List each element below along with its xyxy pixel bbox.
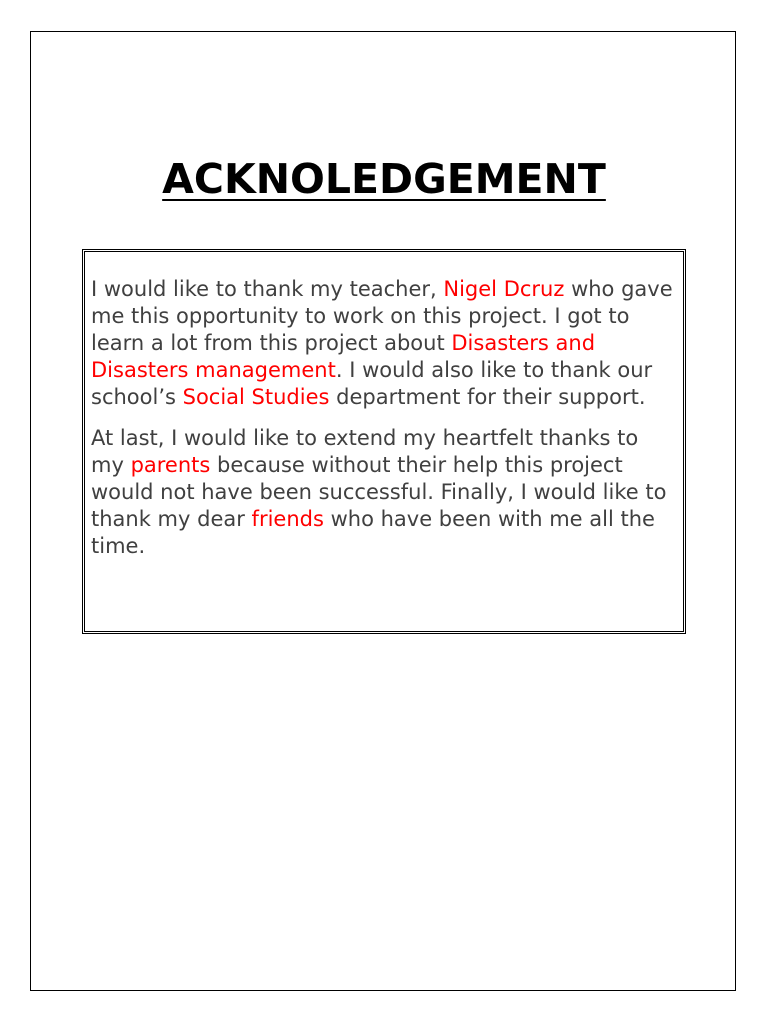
paragraph-2-text-2: because without their help this project would not have been successful. Finally, I would like to thank my dear bbox=[91, 453, 667, 531]
acknowledgement-text-box bbox=[82, 249, 686, 634]
paragraph-1-text-4: department for their support. bbox=[329, 385, 646, 409]
paragraph-1-text-3: . I would also like to thank our school’s bbox=[91, 358, 653, 409]
project-topic-highlight: Disasters and Disasters management bbox=[91, 331, 596, 382]
acknowledgement-paragraph-2 bbox=[91, 425, 677, 560]
paragraph-2-text-1: At last, I would like to extend my heartfelt thanks to my bbox=[91, 426, 639, 477]
friends-highlight: friends bbox=[251, 507, 324, 531]
page-title bbox=[0, 150, 768, 208]
acknowledgement-paragraph-1 bbox=[91, 276, 677, 411]
department-highlight: Social Studies bbox=[182, 385, 330, 409]
paragraph-1-text-1: I would like to thank my teacher, bbox=[91, 277, 444, 301]
paragraph-1-text-2: who gave me this opportunity to work on this project. I got to learn a lot from this project about bbox=[91, 277, 673, 355]
paragraph-2-text-3: who have been with me all the time. bbox=[91, 507, 655, 558]
teacher-name-highlight: Nigel Dcruz bbox=[443, 277, 565, 301]
page-title-text: ACKNOLEDGEMENT bbox=[162, 155, 606, 203]
parents-highlight: parents bbox=[130, 453, 211, 477]
